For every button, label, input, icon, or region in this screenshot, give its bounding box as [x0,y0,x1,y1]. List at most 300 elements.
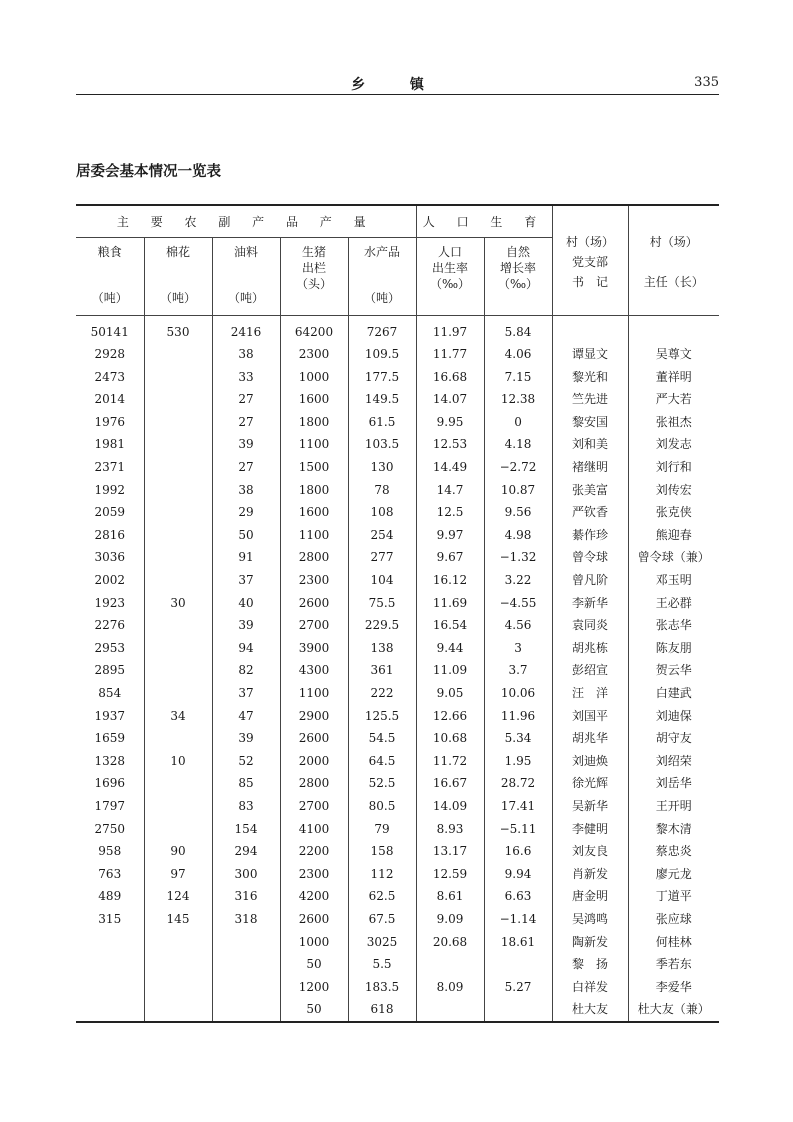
header-text: 油料 [233,244,258,259]
table-cell: 11.72 [416,750,484,773]
table-cell: 王必群 [628,592,719,615]
table-cell [484,953,552,976]
header-text: 粮食 [97,244,122,259]
table-row [76,433,719,456]
table-cell: 1.95 [484,750,552,773]
table-cell: 38 [212,479,280,502]
col-header-oil [212,237,280,315]
table-cell: 李爱华 [628,976,719,999]
table-cell: 177.5 [348,366,416,389]
table-cell: 10 [144,750,212,773]
header-text: 自然 [506,244,531,259]
table-cell: 陈友朋 [628,637,719,660]
table-cell [628,315,719,343]
table-cell: 83 [212,795,280,818]
table-cell: 2953 [94,640,126,655]
table-cell: 吴新华 [552,795,628,818]
header-unit: （‰） [497,276,539,291]
table-cell: 1800 [280,411,348,434]
table-cell: 7267 [348,315,416,343]
table-cell: 王开明 [628,795,719,818]
table-cell: 4200 [280,885,348,908]
table-cell: 112 [348,863,416,886]
table-cell: 5.27 [484,976,552,999]
table-cell: 黎安国 [552,411,628,434]
table-cell: 34 [144,705,212,728]
table-cell: 刘国平 [552,705,628,728]
table-cell: 竺先进 [552,388,628,411]
table-cell: 29 [212,501,280,524]
table-cell [144,795,212,818]
table-cell: 3025 [348,931,416,954]
table-cell: 103.5 [348,433,416,456]
table-cell: 16.12 [416,569,484,592]
table-cell: 2371 [94,460,126,475]
table-cell: 9.95 [416,411,484,434]
table-cell [212,953,280,976]
table-row [76,772,719,795]
table-cell: 刘岳华 [628,772,719,795]
table-cell: 79 [348,818,416,841]
table-cell [144,366,212,389]
table-cell: 30 [144,592,212,615]
table-cell: 1659 [94,731,126,746]
table-row [76,863,719,886]
table-cell: 黎 扬 [552,953,628,976]
header-unit: （‰） [429,276,471,291]
table-cell: 14.09 [416,795,484,818]
table-cell: 64200 [280,315,348,343]
table-cell: 刘和美 [552,433,628,456]
table-cell: 108 [348,501,416,524]
table-cell: 张克侠 [628,501,719,524]
table-cell [144,637,212,660]
table-cell: 1981 [94,437,126,452]
table-cell [144,931,212,954]
table-cell [76,953,144,976]
table-row [76,931,719,954]
table-cell [144,976,212,999]
table-cell: 16.6 [484,840,552,863]
table-cell: 肖新发 [552,863,628,886]
table-cell: 54.5 [348,727,416,750]
table-cell: 12.53 [416,433,484,456]
table-cell: 27 [212,456,280,479]
col-header-secretary [552,205,628,315]
table-row [76,637,719,660]
table-cell [144,659,212,682]
table-cell [144,818,212,841]
table-cell: 50141 [90,324,129,339]
table-cell: 316 [212,885,280,908]
table-row [76,411,719,434]
table-cell: 1000 [280,366,348,389]
table-cell: 14.7 [416,479,484,502]
table-cell: 300 [212,863,280,886]
table-cell: 4100 [280,818,348,841]
table-cell: 1328 [94,753,126,768]
table-cell [552,315,628,343]
table-cell: 37 [212,569,280,592]
table-cell: 严钦香 [552,501,628,524]
table-cell: 2600 [280,727,348,750]
table-cell: 2895 [94,663,126,678]
table-cell: 16.54 [416,614,484,637]
table-cell: −4.55 [484,592,552,615]
table-cell: 蔡忠炎 [628,840,719,863]
col-header-director [628,205,719,315]
table-cell: 2700 [280,795,348,818]
table-cell: 149.5 [348,388,416,411]
table-cell: 11.96 [484,705,552,728]
header-text: 主任（长） [643,275,704,289]
table-row [76,659,719,682]
table-cell: 9.09 [416,908,484,931]
table-cell [144,614,212,637]
table-cell: 90 [144,840,212,863]
header-text: 村（场） [649,235,698,249]
table-cell: 4300 [280,659,348,682]
table-cell: 4.06 [484,343,552,366]
table-cell: 85 [212,772,280,795]
table-cell: 刘绍荣 [628,750,719,773]
table-cell: 李健明 [552,818,628,841]
table-cell: 97 [144,863,212,886]
table-cell: 8.61 [416,885,484,908]
table-cell: 1000 [280,931,348,954]
table-cell: 27 [212,388,280,411]
col-header-grain [76,237,144,315]
table-cell: 109.5 [348,343,416,366]
table-cell: 361 [348,659,416,682]
table-cell: 何桂林 [628,931,719,954]
table-cell [144,456,212,479]
table-cell: 12.5 [416,501,484,524]
table-cell: 1800 [280,479,348,502]
table-cell: 2300 [280,569,348,592]
table-cell: 9.05 [416,682,484,705]
table-cell: 124 [144,885,212,908]
table-cell: 谭显文 [552,343,628,366]
table-cell [212,998,280,1022]
header-unit: （头） [295,276,332,291]
header-text: 棉花 [165,244,190,259]
table-cell: 47 [212,705,280,728]
table-row [76,315,719,343]
table-cell: 9.67 [416,546,484,569]
table-cell: 763 [98,866,122,881]
table-row [76,388,719,411]
table-cell: 2416 [212,315,280,343]
col-header-birth-rate [416,237,484,315]
table-cell: 3 [484,637,552,660]
header-unit: （吨） [227,290,264,305]
table-cell: 958 [98,844,122,859]
col-header-growth-rate [484,237,552,315]
table-cell: 37 [212,682,280,705]
table-cell: 10.06 [484,682,552,705]
table-cell: 2276 [94,618,126,633]
header-text: 出栏 [301,260,326,275]
table-cell: 贺云华 [628,659,719,682]
table-cell: 9.97 [416,524,484,547]
table-cell: 廖元龙 [628,863,719,886]
table-cell: 11.69 [416,592,484,615]
table-cell: 曾令球 [552,546,628,569]
col-header-pig [280,237,348,315]
table-cell: 104 [348,569,416,592]
table-cell: 2800 [280,546,348,569]
table-row [76,885,719,908]
table-cell: 4.56 [484,614,552,637]
table-cell: 褚继明 [552,456,628,479]
table-cell: 2002 [94,573,126,588]
table-cell: 82 [212,659,280,682]
table-cell: 3.7 [484,659,552,682]
table-row [76,682,719,705]
table-cell: 158 [348,840,416,863]
table-cell: 1696 [94,776,126,791]
table-cell: 50 [280,998,348,1022]
header-text: 增长率 [500,260,537,275]
table-cell: −1.32 [484,546,552,569]
table-cell: 12.38 [484,388,552,411]
table-cell: 154 [212,818,280,841]
header-unit: （吨） [159,290,196,305]
table-cell: 2600 [280,592,348,615]
table-row [76,840,719,863]
table-cell: 2816 [94,527,126,542]
table-cell [144,501,212,524]
table-cell: 138 [348,637,416,660]
table-cell: 邓玉明 [628,569,719,592]
running-head [76,72,719,95]
table-cell: 熊迎春 [628,524,719,547]
table-cell: 39 [212,614,280,637]
table-cell: 张美富 [552,479,628,502]
table-cell: 严大若 [628,388,719,411]
table-cell: 张应球 [628,908,719,931]
table-cell: 曾凡阶 [552,569,628,592]
table-cell: 2800 [280,772,348,795]
table-row [76,750,719,773]
header-text: 出生率 [431,260,468,275]
table-cell: 刘发志 [628,433,719,456]
table-cell: 白建武 [628,682,719,705]
table-row [76,343,719,366]
header-text: 生猪 [301,244,326,259]
col-header-aqua [348,237,416,315]
table-row [76,705,719,728]
table-cell: 2200 [280,840,348,863]
table-title: 居委会基本情况一览表 [76,164,221,180]
table-cell: 李新华 [552,592,628,615]
table-cell: −1.14 [484,908,552,931]
table-cell: 徐光辉 [552,772,628,795]
table-row [76,727,719,750]
table-cell: 4.18 [484,433,552,456]
table-cell: 杜大友（兼） [628,998,719,1022]
data-table [76,204,719,1023]
table-cell: 11.77 [416,343,484,366]
table-cell: 1100 [280,524,348,547]
table-cell: 33 [212,366,280,389]
table-cell: 0 [484,411,552,434]
table-cell: 5.34 [484,727,552,750]
table-cell: 7.15 [484,366,552,389]
table-cell: 17.41 [484,795,552,818]
table-row [76,501,719,524]
table-row [76,479,719,502]
table-cell [76,976,144,999]
table-row [76,614,719,637]
table-row [76,569,719,592]
table-cell: 2473 [94,369,126,384]
table-cell: 张志华 [628,614,719,637]
table-cell: 刘友良 [552,840,628,863]
table-cell: 2600 [280,908,348,931]
table-cell: 94 [212,637,280,660]
section-title: 乡 镇 [351,77,444,93]
table-cell: 52 [212,750,280,773]
header-text: 人口 [437,244,462,259]
table-cell: 彭绍宣 [552,659,628,682]
table-cell [144,998,212,1022]
table-cell [484,998,552,1022]
table-cell: 18.61 [484,931,552,954]
table-cell: 2300 [280,863,348,886]
table-cell: 14.07 [416,388,484,411]
table-cell: 27 [212,411,280,434]
table-cell: 318 [212,908,280,931]
table-cell: 陶新发 [552,931,628,954]
table-cell [416,998,484,1022]
table-cell: 2000 [280,750,348,773]
table-cell: 白祥发 [552,976,628,999]
table-body [76,315,719,1022]
header-unit: （吨） [91,290,128,305]
table-cell [144,727,212,750]
table-row [76,998,719,1022]
table-cell: 12.66 [416,705,484,728]
table-row [76,366,719,389]
table-cell: 胡守友 [628,727,719,750]
table-cell: 1937 [94,708,126,723]
table-cell: 杜大友 [552,998,628,1022]
table-cell: 汪 洋 [552,682,628,705]
table-cell: 50 [280,953,348,976]
table-cell: 1600 [280,501,348,524]
table-cell: 2300 [280,343,348,366]
table-cell [144,682,212,705]
table-cell: 刘迪保 [628,705,719,728]
table-cell [144,433,212,456]
table-row [76,795,719,818]
col-header-cotton [144,237,212,315]
table-cell: 78 [348,479,416,502]
table-cell: 14.49 [416,456,484,479]
table-cell: 季若东 [628,953,719,976]
table-cell: 125.5 [348,705,416,728]
table-cell: 10.87 [484,479,552,502]
table-cell: 9.44 [416,637,484,660]
table-cell: 3.22 [484,569,552,592]
table-cell [144,772,212,795]
table-cell: 11.09 [416,659,484,682]
table-cell: 2928 [94,347,126,362]
header-unit: （吨） [363,290,400,305]
table-cell [76,931,144,954]
table-cell: 黎木清 [628,818,719,841]
table-cell: −5.11 [484,818,552,841]
header-text: 水产品 [363,244,400,259]
table-cell: 胡兆栋 [552,637,628,660]
table-cell: 1600 [280,388,348,411]
table-cell: 38 [212,343,280,366]
table-cell: 28.72 [484,772,552,795]
table-cell [144,953,212,976]
header-text: 书 记 [572,275,609,289]
table-cell: 刘行和 [628,456,719,479]
table-cell: 20.68 [416,931,484,954]
table-cell: 吴尊文 [628,343,719,366]
table-cell: 1100 [280,433,348,456]
table-cell: 64.5 [348,750,416,773]
table-cell: 胡兆华 [552,727,628,750]
table-cell [212,976,280,999]
table-cell: 61.5 [348,411,416,434]
table-row [76,546,719,569]
group-header-pop: 人 口 生 育 [416,205,552,237]
table-cell [144,569,212,592]
table-cell: 张祖杰 [628,411,719,434]
table-cell: 145 [144,908,212,931]
table-cell: 854 [98,686,122,700]
table-cell: 12.59 [416,863,484,886]
table-cell: 75.5 [348,592,416,615]
table-cell: 袁同炎 [552,614,628,637]
table-cell: 67.5 [348,908,416,931]
table-row [76,818,719,841]
table-cell: 1500 [280,456,348,479]
table-cell: 277 [348,546,416,569]
table-cell: 丁道平 [628,885,719,908]
table-row [76,976,719,999]
table-cell: 254 [348,524,416,547]
page-number: 335 [694,75,719,90]
table-cell [144,343,212,366]
table-cell: 530 [144,315,212,343]
table-cell [144,524,212,547]
table-cell: 229.5 [348,614,416,637]
table-cell: 綦作珍 [552,524,628,547]
header-text: 村（场） [566,235,615,249]
table-cell: 9.56 [484,501,552,524]
table-cell [144,546,212,569]
table-cell: 1200 [280,976,348,999]
table-cell: −2.72 [484,456,552,479]
table-cell: 39 [212,727,280,750]
table-cell [144,388,212,411]
table-cell: 2014 [94,392,126,407]
table-cell: 80.5 [348,795,416,818]
table-cell: 刘传宏 [628,479,719,502]
table-cell: 91 [212,546,280,569]
table-cell: 10.68 [416,727,484,750]
table-cell: 8.09 [416,976,484,999]
table-cell: 2900 [280,705,348,728]
table-cell: 6.63 [484,885,552,908]
